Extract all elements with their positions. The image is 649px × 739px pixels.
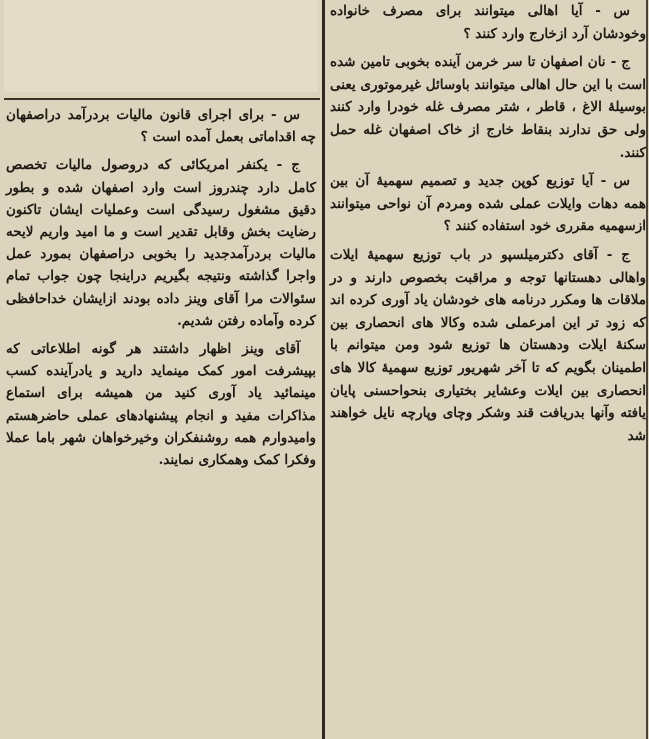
question-paragraph: س - آیا توزیع کوپن جدید و تصمیم سهمیهٔ آن بین همه دهات وایلات عملی شده ومردم آن نواحی میتوانند ازسهمیه مقرری خود استفاده کنند ؟	[330, 173, 646, 235]
answer-paragraph: ج - نان اصفهان تا سر خرمن آینده بخوبی تامین شده است با این حال اهالی میتوانند باوسائل غیرموتوری یعنی بوسیلهٔ الاغ ، قاطر ، شتر مصرف غله خودرا وارد کنند ولی حق ندارند بنقاط خارج از خاک اصفهان غله حمل کنند.	[330, 54, 646, 161]
question-paragraph: س - آیا اهالی میتوانند برای مصرف خانواده وخودشان آرد ازخارج وارد کنند ؟	[330, 3, 646, 42]
horizontal-rule	[4, 98, 320, 100]
right-column	[330, 0, 646, 736]
left-column	[6, 104, 316, 736]
page-edge-rule	[646, 0, 648, 739]
column-divider	[322, 0, 325, 739]
answer-paragraph: ج - یکنفر امریکائی که دروصول مالیات تخصص کامل دارد چندروز است وارد اصفهان شده و بطور دقیق مشغول رسیدگی است وعملیات ایشان تاکنون رضایت بخش وقابل تقدیر است و ما امید واریم لایحه مالیات بردرآمدجدید را بخوبی دراصفهان بمورد عمل واجرا گذاشته ونتیجه بگیریم دراینجا چون جواب تمام سئوالات مرا آقای وینز داده بودند ازایشان خداحافظی کرده وآماده رفتن شدیم.	[6, 157, 316, 329]
answer-paragraph: ج - آقای دکترمیلسپو در باب توزیع سهمیهٔ ایلات واهالی دهستانها توجه و مراقبت بخصوص دارند و در ملاقات ها ومکرر درنامه های خودشان یاد آوری کرده اند که زود تر این امرعملی شده وکالا های انحصاری بین سکنهٔ ایلات ودهستان ها توزیع شود ومن میتوانم با اطمینان بگویم که تا آخر شهریور توزیع سهمیهٔ کالا های انحصاری بین ایلات وعشایر بختیاری بنحواحسنی پایان یافته وآنها بدریافت قند وشکر وچای وپارچه نایل خواهند شد	[330, 246, 646, 444]
question-paragraph: س - برای اجرای قانون مالیات بردرآمد دراصفهان چه اقداماتی بعمل آمده است ؟	[6, 107, 316, 146]
blank-area	[4, 0, 318, 92]
closing-paragraph: آقای وینز اظهار داشتند هر گونه اطلاعاتی که بپیشرفت امور کمک مینماید دارید و یادرآینده کسب مینمائید یاد آوری کنید من همیشه برای استماع مذاکرات مفید و انجام پیشنهادهای عملی حاضرهستم وامیدوارم همه روشنفکران وخیرخواهان شهر باما عملا وفکرا کمک وهمکاری نمایند.	[6, 341, 316, 469]
